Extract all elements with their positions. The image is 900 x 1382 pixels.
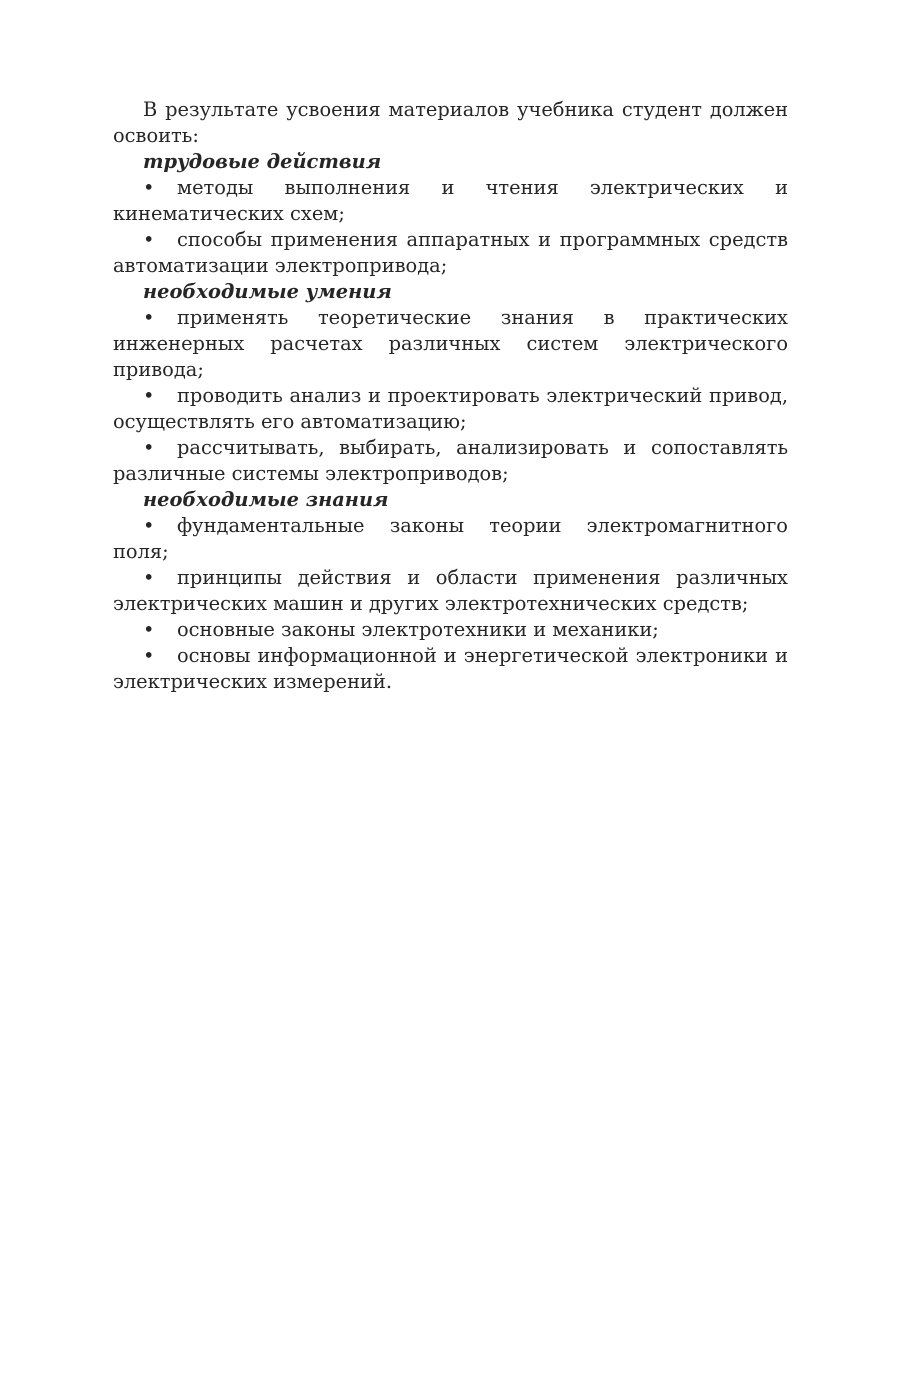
- bullet-icon: •: [143, 306, 155, 329]
- bullet-icon: •: [143, 566, 155, 589]
- intro-paragraph: В результате усвоения материалов учебника студент должен освоить:: [113, 98, 788, 147]
- bullet-icon: •: [143, 618, 155, 641]
- list-item: • способы применения аппаратных и программных средств автоматизации электропривода;: [113, 228, 788, 277]
- section-heading-skills: необходимые умения: [143, 280, 392, 303]
- bullet-icon: •: [143, 228, 155, 251]
- list-item: • основы информационной и энергетической электроники и электрических измерений.: [113, 644, 788, 693]
- page-content: [113, 97, 788, 695]
- bullet-icon: •: [143, 514, 155, 537]
- list-item: • применять теоретические знания в практических инженерных расчетах различных систем электрического привода;: [113, 306, 788, 381]
- section-heading-actions: трудовые действия: [143, 150, 382, 173]
- bullet-icon: •: [143, 384, 155, 407]
- list-item: • фундаментальные законы теории электромагнитного поля;: [113, 514, 788, 563]
- list-item: • методы выполнения и чтения электрических и кинематических схем;: [113, 176, 788, 225]
- section-heading-knowledge: необходимые знания: [143, 488, 389, 511]
- bullet-icon: •: [143, 176, 155, 199]
- list-item: • принципы действия и области применения различных электрических машин и других электротехнических средств;: [113, 566, 788, 615]
- bullet-icon: •: [143, 644, 155, 667]
- list-item: • основные законы электротехники и механики;: [143, 618, 659, 641]
- bullet-icon: •: [143, 436, 155, 459]
- list-item: • проводить анализ и проектировать электрический привод, осуществлять его автоматизацию;: [113, 384, 788, 433]
- list-item: • рассчитывать, выбирать, анализировать и сопоставлять различные системы электроприводов;: [113, 436, 788, 485]
